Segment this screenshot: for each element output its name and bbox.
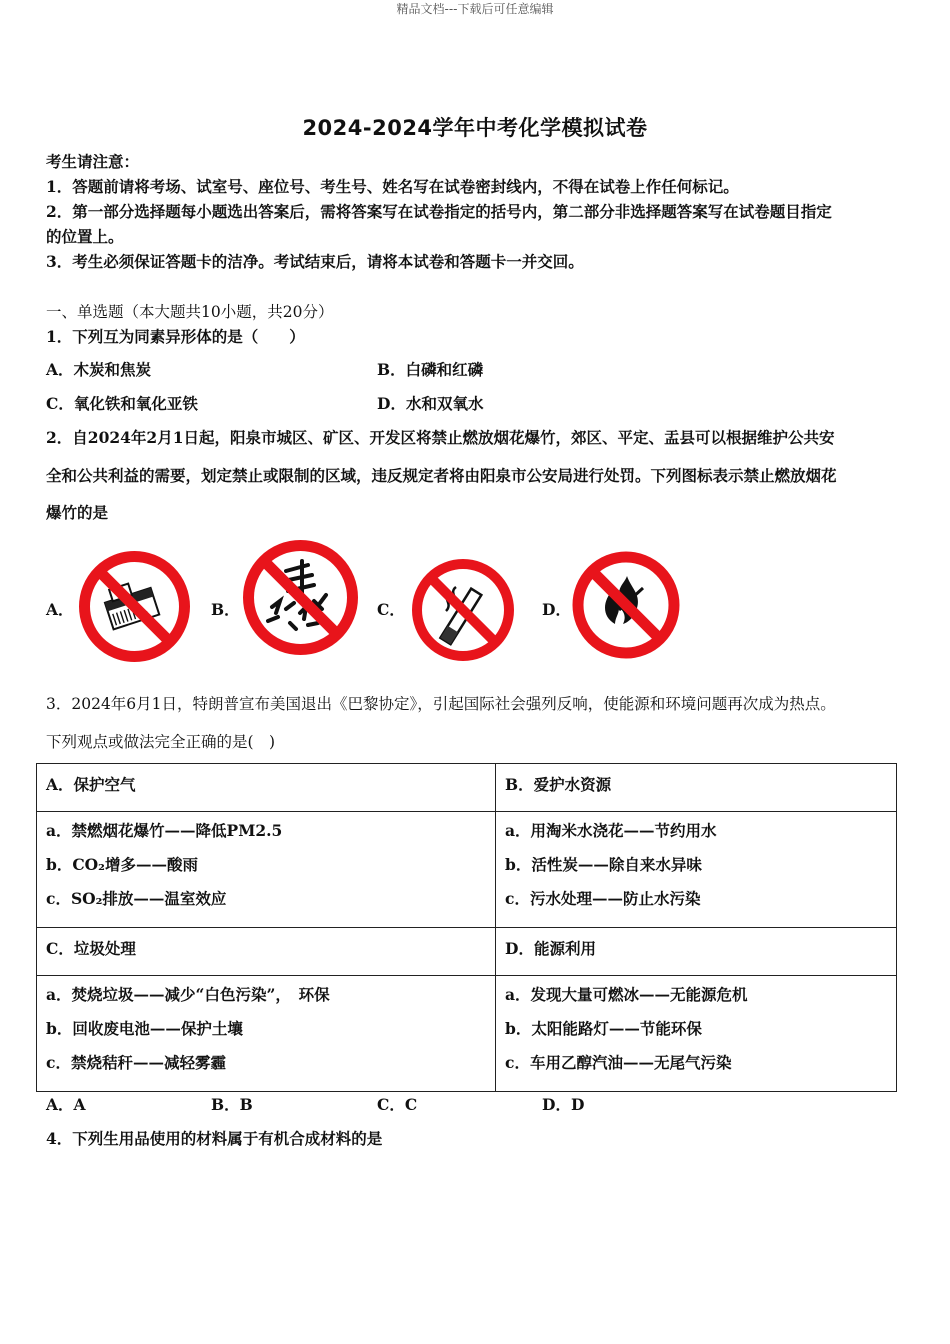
q2-option-a-label: A． [46,600,74,619]
b-item-1: a．用淘米水浇花——节约用水 [505,821,717,840]
q3-answer-c: C．C [377,1095,418,1114]
a-item-3: c．SO₂排放——温室效应 [46,889,227,908]
q3-options-table [36,763,897,1092]
q3-line-1: 3．2024年6月1日，特朗普宣布美国退出《巴黎协定》，引起国际社会强列反响，使能源和环境问题再次成为热点。 [46,695,836,713]
q1-option-c: C．氧化铁和氧化亚铁 [46,394,198,413]
b-item-3: c．污水处理——防止水污染 [505,889,701,908]
cell-b-items [496,812,897,928]
q2-option-c-label: C． [377,600,405,619]
q3-answer-b: B．B [211,1095,253,1114]
notice-item-1: 1．答题前请将考场、试室号、座位号、考生号、姓名写在试卷密封线内，不得在试卷上作任何标记。 [46,177,739,196]
cell-b-head: B．爱护水资源 [496,764,897,812]
cell-d-head: D．能源利用 [496,928,897,976]
d-item-3: c．车用乙醇汽油——无尾气污染 [505,1053,732,1072]
q2-line-1: 2．自2024年2月1日起，阳泉市城区、矿区、开发区将禁止燃放烟花爆竹，郊区、平定、盂县可以根据维护公共安 [46,428,835,447]
cell-c-items [37,976,496,1092]
q2-option-d-label: D． [542,600,571,619]
q1-option-d: D．水和双氧水 [377,394,484,413]
q3-answer-d: D．D [542,1095,585,1114]
q1-option-b: B．白磷和红磷 [377,360,484,379]
d-item-2: b．太阳能路灯——节能环保 [505,1019,702,1038]
q1-option-a: A．木炭和焦炭 [46,360,152,379]
a-item-1: a．禁燃烟花爆竹——降低PM2.5 [46,821,283,840]
notice-item-3: 3．考生必须保证答题卡的洁净。考试结束后，请将本试卷和答题卡一并交回。 [46,252,584,271]
d-item-1: a．发现大量可燃冰——无能源危机 [505,985,748,1004]
no-smoking-icon [410,557,516,663]
no-matches-icon [78,550,191,663]
b-item-2: b．活性炭——除自来水异味 [505,855,702,874]
section-heading: 一、单选题（本大题共10小题，共20分） [46,303,334,321]
watermark: 精品文档---下载后可任意编辑 [396,2,554,16]
q2-line-2: 全和公共利益的需要，划定禁止或限制的区域，违反规定者将由阳泉市公安局进行处罚。下列图标表示禁止燃放烟花 [46,466,837,485]
cell-a-items [37,812,496,928]
no-open-flame-icon [571,550,681,660]
cell-a-head: A．保护空气 [37,764,496,812]
a-item-2: b．CO₂增多——酸雨 [46,855,198,874]
c-item-1: a．焚烧垃圾——减少“白色污染”， 环保 [46,985,330,1004]
q4-stem: 4．下列生用品使用的材料属于有机合成材料的是 [46,1129,383,1148]
no-fireworks-icon [242,539,359,656]
notice-item-2-cont: 的位置上。 [46,227,124,246]
q3-line-2: 下列观点或做法完全正确的是( ) [46,733,276,751]
c-item-3: c．禁烧秸秆——减轻雾霾 [46,1053,226,1072]
q2-line-3: 爆竹的是 [46,503,109,522]
q1-stem: 1．下列互为同素异形体的是（ ） [46,327,305,346]
q2-option-b-label: B． [211,600,240,619]
cell-d-items [496,976,897,1092]
q3-answer-a: A．A [46,1095,86,1114]
notice-heading: 考生请注意： [46,152,140,171]
cell-c-head: C．垃圾处理 [37,928,496,976]
notice-item-2: 2．第一部分选择题每小题选出答案后，需将答案写在试卷指定的括号内，第二部分非选择题答案写在试卷题目指定 [46,202,832,221]
c-item-2: b．回收废电池——保护土壤 [46,1019,243,1038]
page-title: 2024-2024学年中考化学模拟试卷 [302,116,648,140]
